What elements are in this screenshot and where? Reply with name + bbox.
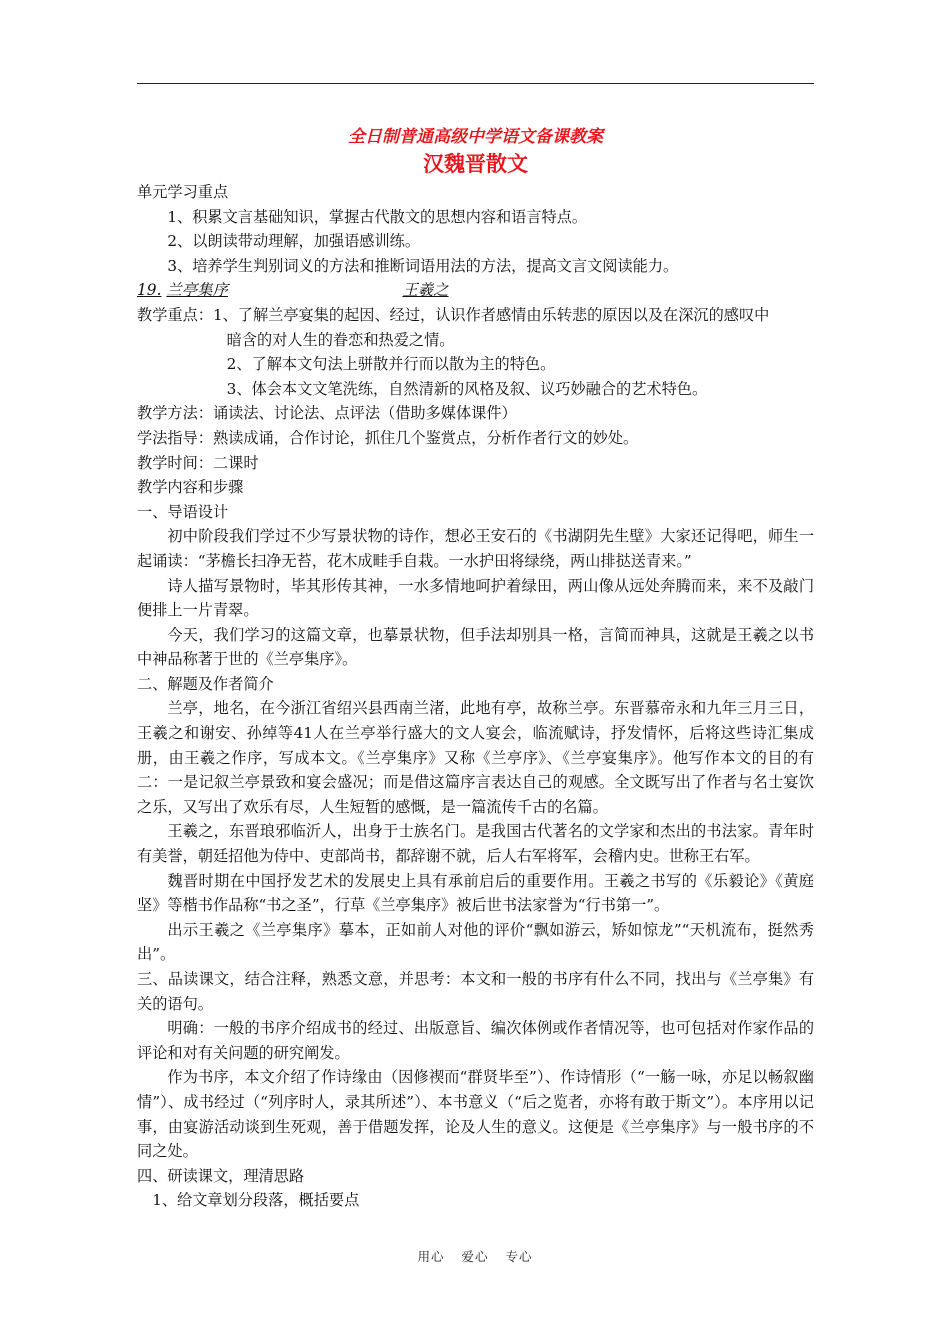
section-1-paragraph-2: 诗人描写景物时，毕其形传其神，一水多情地呵护着绿田，两山像从远处奔腾而来，来不及敲门便排上一片青翠。: [137, 576, 814, 620]
section-1-paragraph-3: 今天，我们学习的这篇文章，也摹景状物，但手法却别具一格，言简而神具，这就是王羲之以书中神品称著于世的《兰亭集序》。: [137, 625, 814, 669]
section-1-paragraph-1: 初中阶段我们学过不少写景状物的诗作，想必王安石的《书湖阴先生壁》大家还记得吧，师生一起诵读：“茅檐长扫净无苔，花木成畦手自栽。一水护田将绿绕，两山排挞送青来。”: [137, 527, 814, 570]
footer-word-2: 爱心: [461, 1249, 489, 1264]
focus-label: 教学重点：: [137, 305, 213, 324]
lesson-title: [137, 278, 814, 303]
page-footer: [0, 1247, 950, 1265]
footer-word-1: 用心: [417, 1249, 445, 1264]
section-2-paragraph-3: 魏晋时期在中国抒发艺术的发展史上具有承前启后的重要作用。王羲之书写的《乐毅论》《黄庭坚》等楷书作品称“书之圣”，行草《兰亭集序》被后世书法家誉为“行书第一”。: [137, 871, 814, 915]
section-2-paragraph-2: 王羲之，东晋琅邪临沂人，出身于士族名门。是我国古代著名的文学家和杰出的书法家。青年时有美誉，朝廷招他为侍中、吏部尚书，都辞谢不就，后人右军将军，会稽内史。世称王右军。: [137, 822, 814, 866]
focus-item-2: 2、了解本文句法上骈散并行而以散为主的特色。: [226, 355, 556, 374]
teaching-steps: 教学内容和步骤: [137, 478, 244, 497]
section-3-paragraph-1: 明确：一般的书序介绍成书的经过、出版意旨、编次体例或作者情况等，也可包括对作家作品的评论和对有关问题的研究阐发。: [137, 1019, 814, 1062]
teaching-time: 教学时间：二课时: [137, 453, 259, 472]
unit-item-2: 2、以朗读带动理解，加强语感训练。: [167, 232, 421, 251]
section-3-heading: 三、品读课文，结合注释，熟悉文意，并思考：本文和一般的书序有什么不同，找出与《兰亭集》有关的语句。: [137, 970, 814, 1013]
document-title: 全日制普通高级中学语文备课教案: [348, 127, 603, 147]
focus-line-1: [137, 303, 814, 328]
section-4-heading: 四、研读课文，理清思路: [137, 1166, 305, 1185]
header-rule: [137, 83, 814, 84]
document-subtitle: 汉魏晋散文: [423, 151, 528, 176]
section-1-heading: 一、导语设计: [137, 502, 229, 521]
lesson-number: 19.: [137, 281, 162, 300]
footer-word-3: 专心: [505, 1249, 533, 1264]
focus-item-3: 3、体会本文文笔洗练，自然清新的风格及叙、议巧妙融合的艺术特色。: [226, 379, 708, 398]
section-2-heading: 二、解题及作者简介: [137, 674, 274, 693]
unit-item-3: 3、培养学生判别词义的方法和推断词语用法的方法，提高文言文阅读能力。: [167, 256, 679, 275]
unit-heading: 单元学习重点: [137, 183, 229, 201]
study-guide: 学法指导：熟读成诵，合作讨论，抓住几个鉴赏点，分析作者行文的妙处。: [137, 428, 639, 447]
section-2-paragraph-1: 兰亭，地名，在今浙江省绍兴县西南兰渚，此地有亭，故称兰亭。东晋慕帝永和九年三月三日，王羲之和谢安、孙绰等41人在兰亭举行盛大的文人宴会，临流赋诗，抒发情怀，后将这些诗汇集成册，由王羲之作序，写成本文。《兰亭集序》又称《兰亭序》、《兰亭宴集序》。他写作本文的目的有二：一是记叙兰亭景致和宴会盛况；而是借这篇序言表达自己的观感。全文既写出了作者与名士宴饮之乐，又写出了欢乐有尽，人生短暂的感慨，是一篇流传千古的名篇。: [137, 699, 814, 816]
unit-item-1: 1、积累文言基础知识，掌握古代散文的思想内容和语言特点。: [167, 207, 588, 226]
page-content: [137, 124, 814, 1213]
teaching-method: 教学方法：诵读法、讨论法、点评法（借助多媒体课件）: [137, 404, 517, 423]
section-2-paragraph-4: 出示王羲之《兰亭集序》摹本，正如前人对他的评价“飘如游云，矫如惊龙”“天机流布，挺然秀出”。: [137, 920, 814, 964]
lesson-author: 王羲之: [402, 281, 449, 300]
focus-item-1a: 1、了解兰亭宴集的起因、经过，认识作者感情由乐转悲的原因以及在深沉的感叹中: [212, 305, 770, 324]
lesson-name: 兰亭集序: [166, 281, 228, 300]
section-4-item-1: 1、给文章划分段落，概括要点: [152, 1191, 360, 1210]
focus-item-1b: 暗含的对人生的眷恋和热爱之情。: [226, 330, 455, 349]
section-3-paragraph-2: 作为书序，本文介绍了作诗缘由（因修禊而“群贤毕至”）、作诗情形（“一觞一咏，亦足以畅叙幽情”）、成书经过（“列序时人，录其所述”）、本书意义（“后之览者，亦将有敢于斯文”）。本序用以记事，由宴游活动谈到生死观，善于借题发挥，论及人生的意义。这便是《兰亭集序》与一般书序的不同之处。: [137, 1068, 814, 1161]
